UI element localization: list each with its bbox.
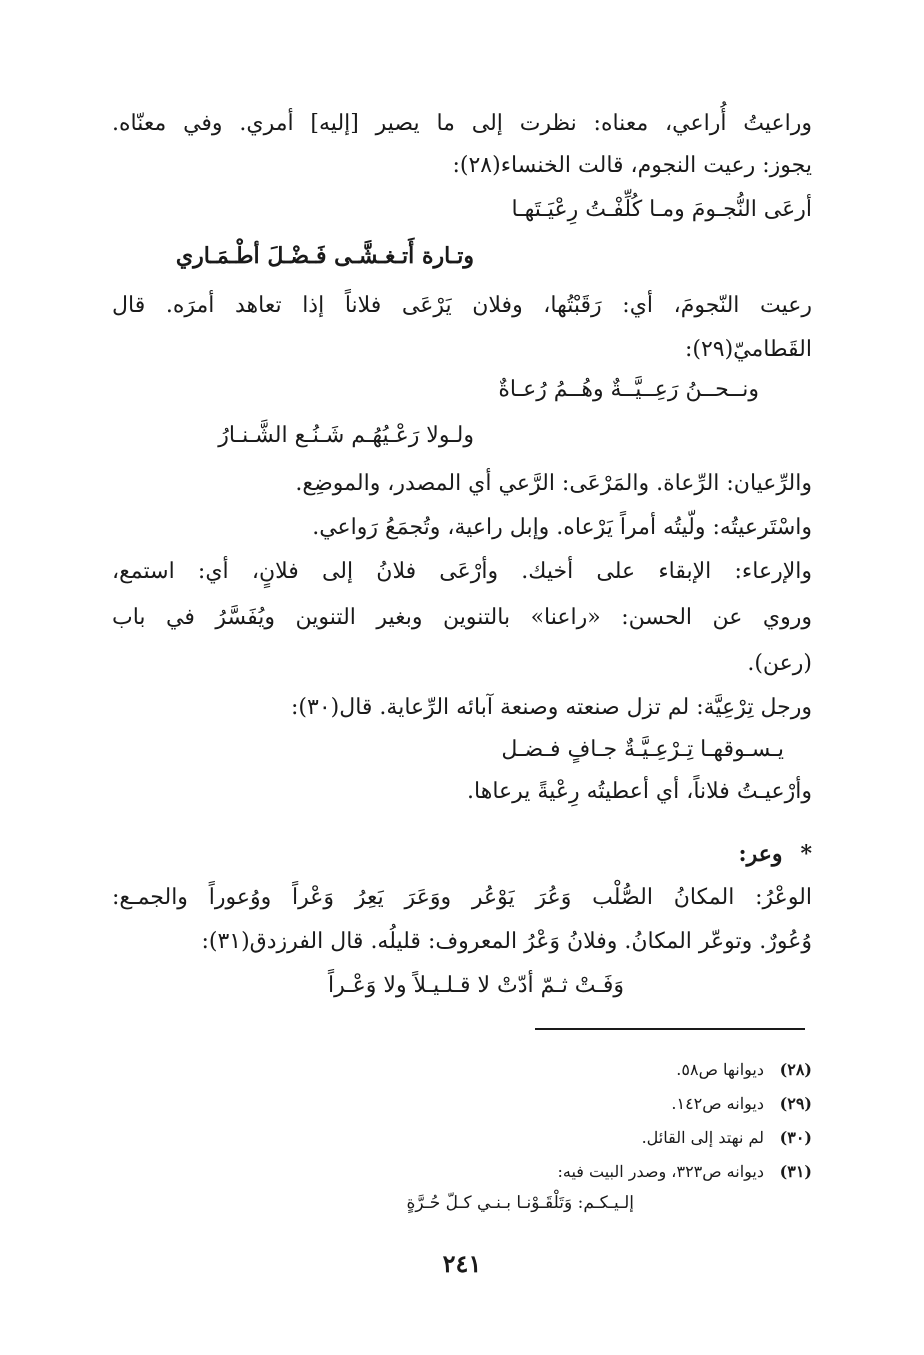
footnote-text: لم نهتد إلى القائل. bbox=[641, 1128, 764, 1147]
body-line: وُعُورٌ. وتوعّر المكانُ. وفلانُ وَعْرُ المعروف: قليلُه. قال الفرزدق(٣١): bbox=[201, 929, 812, 954]
verse-line: وَفَـتْ ثـمّ أدّتْ لا قـلـيـلاً ولا وَعْـراً bbox=[327, 973, 624, 998]
page-number: ٢٤١ bbox=[442, 1249, 482, 1278]
body-line: وأرْعيـتُ فلاناً، أي أعطيتُه رِعْيةً يرعاها. bbox=[467, 779, 812, 804]
entry-star-marker: * bbox=[800, 841, 812, 867]
footnote bbox=[642, 1124, 812, 1152]
verse-line: يـسـوقهـا تِـرْعِـيَّـةٌ جـافٍ فـضـل bbox=[501, 737, 784, 762]
body-line: القَطاميّ(٢٩): bbox=[684, 337, 812, 362]
body-line: ورجل تِرْعِيَّة: لم تزل صنعته وصنعة آبائه الرِّعاية. قال(٣٠): bbox=[291, 695, 812, 720]
footnote-verse: إلـيـكـم: وَتَلْقَـوْنـا بـنـي كـلّ حُـرَّةٍ bbox=[406, 1193, 634, 1213]
footnote bbox=[671, 1090, 812, 1118]
footnote bbox=[557, 1158, 812, 1186]
footnote-text: ديوانه ص١٤٢. bbox=[671, 1094, 764, 1113]
footnote-text: ديوانه ص٣٢٣، وصدر البيت فيه: bbox=[557, 1162, 764, 1181]
body-line: والإرعاء: الإبقاء على أخيك. وأرْعَى فلانُ إلى فلانٍ، أي: استمع، bbox=[112, 559, 812, 584]
body-line: (رعن). bbox=[747, 651, 812, 676]
body-line: يجوز: رعيت النجوم، قالت الخنساء(٢٨): bbox=[452, 153, 812, 178]
footnote-separator bbox=[535, 1028, 805, 1030]
verse-second-hemistich: وتـارة أَتـغـشَّـى فَـضْـلَ أطْـمَـاري bbox=[175, 243, 474, 269]
body-line: الوعْرُ: المكانُ الصُّلْب وَعُرَ يَوْعُر ووَعَرَ يَعِرُ وَعْراً ووُعوراً والجمـع: bbox=[112, 885, 812, 910]
footnote-number: (٣١) bbox=[779, 1162, 812, 1181]
body-line: واسْتَرعيتُه: ولّيتُه أمراً يَرْعاه. وإبل راعية، وتُجمَعُ رَواعي. bbox=[312, 515, 812, 540]
footnote-number: (٢٨) bbox=[779, 1060, 812, 1079]
body-line: والرِّعيان: الرِّعاة. والمَرْعَى: الرَّعي أي المصدر، والموضِع. bbox=[295, 471, 812, 496]
footnote-text: ديوانها ص٥٨. bbox=[676, 1060, 764, 1079]
entry-heading-label: وعر: bbox=[738, 841, 783, 867]
footnote-number: (٢٩) bbox=[779, 1094, 812, 1113]
body-line: وراعيتُ أُراعي، معناه: نظرت إلى ما يصير [إليه] أمري. وفي معنّاه. bbox=[112, 111, 812, 136]
verse-first-hemistich: ونــحــنُ رَعِــيَّــةٌ وهُــمُ رُعـاةٌ bbox=[498, 377, 759, 402]
body-line: وروي عن الحسن: «راعنا» بالتنوين وبغير التنوين ويُفَسَّرُ في باب bbox=[112, 605, 812, 630]
verse-first-hemistich: أرعَى النُّجـومَ ومـا كُلِّفْـتُ رِعْيَـتَهـا bbox=[511, 197, 812, 222]
body-line: رعيت النّجومَ، أي: رَقَبْتُها، وفلان يَرْعَى فلاناً إذا تعاهد أمرَه. قال bbox=[112, 293, 812, 318]
entry-heading bbox=[738, 834, 812, 874]
verse-second-hemistich: ولـولا رَعْـيُهُـم شَـنُـع الشَّـنـارُ bbox=[218, 423, 474, 448]
footnote-number: (٣٠) bbox=[779, 1128, 812, 1147]
footnote bbox=[676, 1056, 812, 1084]
